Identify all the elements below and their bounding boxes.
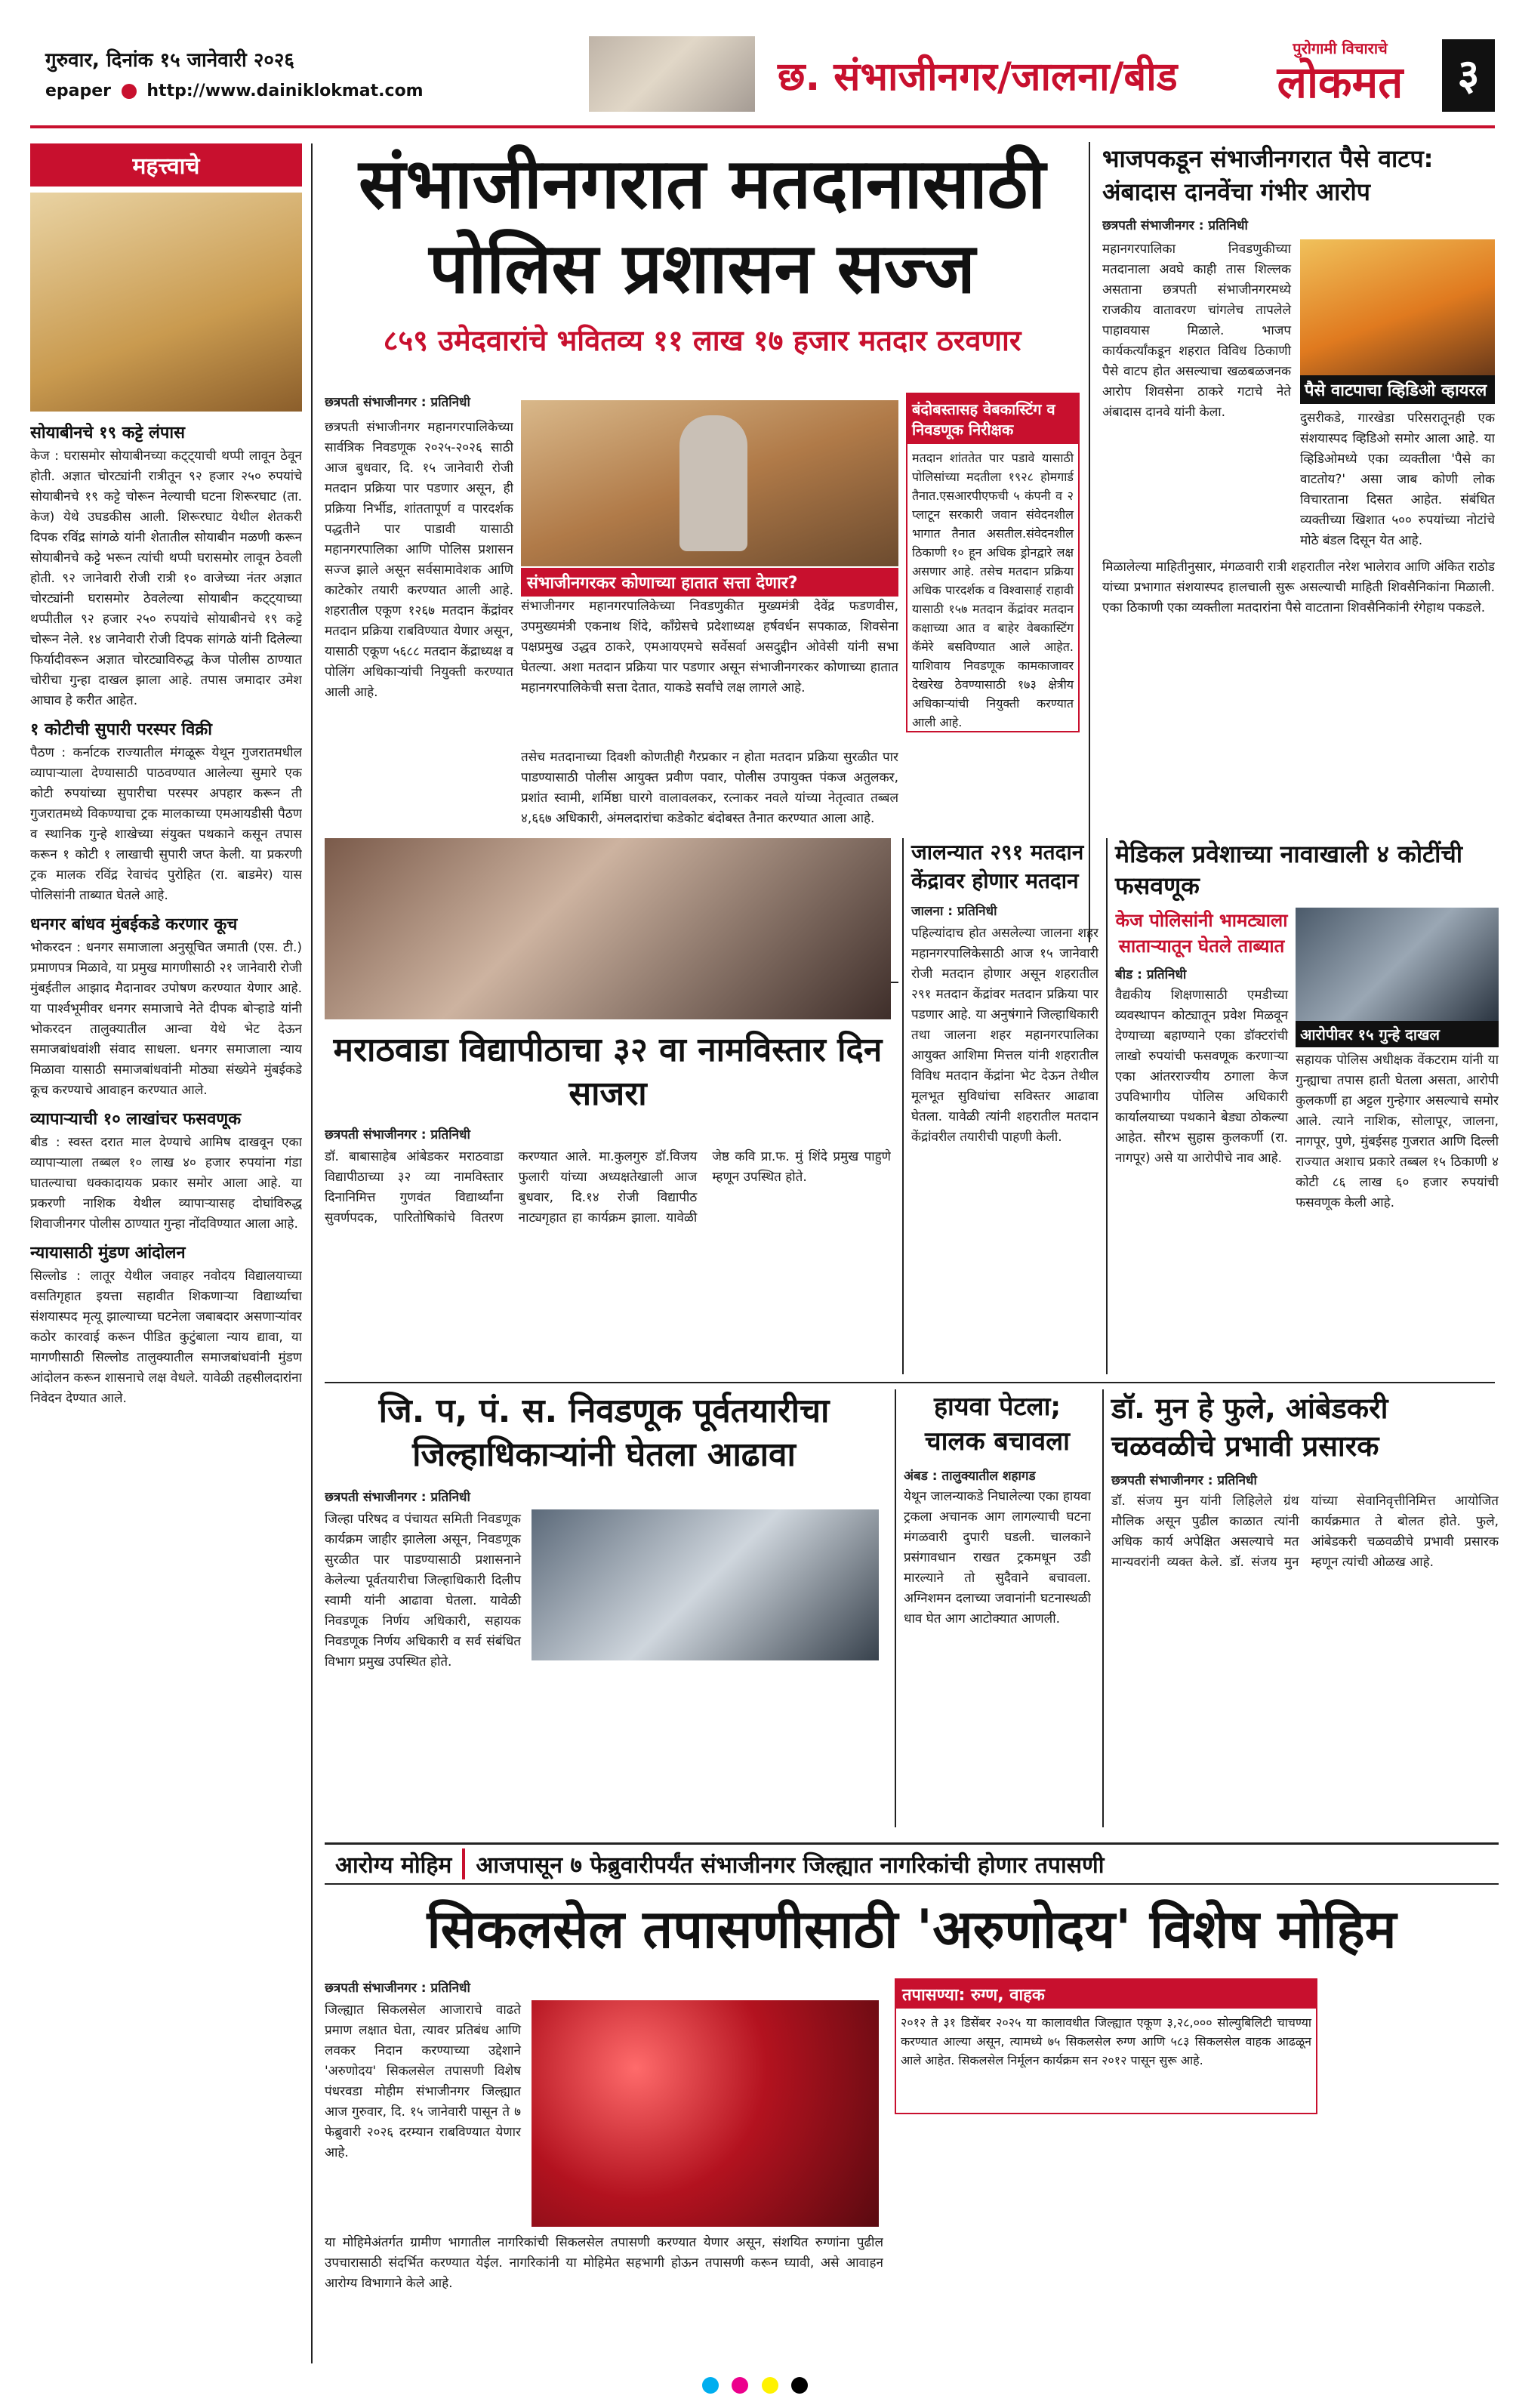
main-byline: छत्रपती संभाजीनगर : प्रतिनिधी bbox=[325, 395, 470, 410]
grain-photo bbox=[30, 193, 302, 412]
cyan-registration-dot bbox=[702, 2377, 719, 2394]
medical-story bbox=[1106, 838, 1499, 1374]
haywa-body: येथून जालन्याकडे निघालेल्या एका हायवा ट्रकला अचानक आग लागल्याची घटना मंगळवारी दुपारी घडली. चालकाने प्रसंगावधान राखत ट्रकमधून उडी मारल्याने तो सुदैवाने बचावला. अग्निशमन दलाच्या जवानांनी घटनास्थळी धाव घेत आग आटोक्यात आणली. bbox=[904, 1489, 1091, 1626]
globe-icon bbox=[122, 84, 137, 99]
main-body-1: छत्रपती संभाजीनगर महानगरपालिकेच्या सार्वत्रिक निवडणूक २०२५-२०२६ साठी आज बुधवार, दि. १५ जानेवारी रोजी मतदान प्रक्रिया पार पडणार असून, ही प्रक्रिया निर्भीड, शांततापूर्ण व पारदर्शक पद्धतीने पार पाडावी यासाठी महानगरपालिका आणि पोलिस प्रशासन सज्ज झाले असून सर्वसामावेशक आणि काटेकोर तयारी करण्यात आली आहे. शहरातील एकूण १२६७ मतदान केंद्रांवर मतदान प्रक्रिया राबविण्यात येणार असून, यासाठी एकूण ५६८८ मतदान केंद्राध्यक्ष व पोलिंग अधिकाऱ्यांची नियुक्ती करण्यात आली आहे. bbox=[325, 420, 513, 700]
right-story-1-body-3: दुसरीकडे, गारखेडा परिसरातूनही एक संशयास्पद व्हिडिओ समोर आला आहे. या व्हिडिओमध्ये एका व्यक्तीला 'पैसे का वाटतोय?' असा जाब कोणी लोक विचारताना दिसत आहेत. संबंधित व्यक्तीच्या खिशात ५०० रुपयांच्या नोटांचे मोठे बंडल दिसून येत आहे. bbox=[1300, 411, 1495, 548]
epaper-url[interactable]: http://www.dainiklokmat.com bbox=[146, 82, 424, 100]
phule-headline-line2: चळवळीचे प्रभावी प्रसारक bbox=[1111, 1429, 1379, 1463]
sidebar-item-title: व्यापाऱ्याची १० लाखांचर फसवणूक bbox=[30, 1110, 242, 1129]
sickle-stat-box bbox=[895, 1978, 1317, 2114]
hand-voting-icon bbox=[679, 415, 747, 551]
sidebar-item bbox=[30, 912, 302, 1101]
accused-photo bbox=[1296, 908, 1499, 1021]
sidebar-item-title: १ कोटीची सुपारी परस्पर विक्री bbox=[30, 720, 212, 739]
yellow-registration-dot bbox=[762, 2377, 778, 2394]
main-body-2: तसेच मतदानाच्या दिवशी कोणतीही गैरप्रकार न होता मतदान प्रक्रिया सुरळीत पार पाडण्यासाठी पोलीस आयुक्त प्रवीण पवार, पोलीस उपायुक्त पंकज अतुलकर, प्रशांत स्वामी, शर्मिष्ठा घारगे वालावलकर, रत्नाकर नवले यांच्या नेतृत्वात तब्बल ४,६६७ अधिकारी, अंमलदारांचा कडेकोट बंदोबस्त तैनात करण्यात आला आहे. bbox=[521, 750, 898, 826]
zp-byline: छत्रपती संभाजीनगर : प्रतिनिधी bbox=[325, 1490, 470, 1505]
health-banner-text: आजपासून ७ फेब्रुवारीपर्यंत संभाजीनगर जिल्ह्यात नागरिकांची होणार तपासणी bbox=[462, 1848, 1114, 1879]
main-deck: ८५९ उमेदवारांचे भवितव्य ११ लाख १७ हजार मतदार ठरवणार bbox=[383, 324, 1021, 357]
zp-story bbox=[325, 1488, 883, 1827]
epaper-label: epaper bbox=[45, 82, 112, 100]
health-banner-label: आरोग्य मोहिम bbox=[335, 1852, 452, 1879]
zp-headline bbox=[325, 1389, 883, 1477]
right-story-1 bbox=[1102, 142, 1495, 942]
sidebar-item-title: न्यायासाठी मुंडण आंदोलन bbox=[30, 1244, 186, 1263]
row3-rule bbox=[325, 1382, 1495, 1383]
brand-logo: लोकमत bbox=[1277, 57, 1404, 108]
right-story-1-byline: छत्रपती संभाजीनगर : प्रतिनिधी bbox=[1102, 218, 1248, 233]
marathwada-headline: मराठवाडा विद्यापीठाचा ३२ वा नामविस्तार दिन साजरा bbox=[333, 1031, 883, 1113]
medical-byline: बीड : प्रतिनिधी bbox=[1115, 967, 1187, 982]
brand-block bbox=[1246, 38, 1434, 113]
medical-caption-text: सहायक पोलिस अधीक्षक वेंकटराम यांनी या गुन्ह्याचा तपास हाती घेतला असता, आरोपी कुलकर्णी हा अट्टल गुन्हेगार असल्याचे समोर आले. त्याने नाशिक, सोलापूर, जालना, नागपूर, पुणे, मुंबईसह गुजरात आणि दिल्ली राज्यात अशाच प्रकारे तब्बल १५ ठिकाणी ४ कोटी ८६ लाख ६० हजार रुपयांची फसवणूक केली आहे. bbox=[1296, 1053, 1499, 1210]
main-headline-line2: पोलिस प्रशासन सज्ज bbox=[429, 228, 975, 309]
right-story-1-body: महानगरपालिका निवडणुकीच्या मतदानाला अवघे काही तास शिल्लक असताना छत्रपती संभाजीनगरमध्ये राजकीय वातावरण चांगलेच तापलेले पाहावयास मिळाले. भाजप कार्यकर्त्यांकडून शहरात विविध ठिकाणी पैसे वाटप होत असल्याचा खळबळजनक आरोप शिवसेना ठाकरे गटाचे नेते अंबादास दानवे यांनी केला. bbox=[1102, 242, 1291, 420]
sidebar-item-title: धनगर बांधव मुंबईकडे करणार कूच bbox=[30, 915, 238, 934]
sickle-headline: सिकलसेल तपासणीसाठी 'अरुणोदय' विशेष मोहिम bbox=[427, 1898, 1397, 1960]
election-photo bbox=[521, 400, 898, 566]
sickle-byline: छत्रपती संभाजीनगर : प्रतिनिधी bbox=[325, 1981, 470, 1996]
medical-kicker: केज पोलिसांनी भामट्याला साताऱ्यातून घेतले ताब्यात bbox=[1115, 910, 1288, 957]
webcasting-body: मतदान शांततेत पार पडावे यासाठी पोलिसांच्या मदतीला १९२८ होमगार्ड तैनात.एसआरपीएफची ५ कंपनी व २ प्लाटून सरकारी जवान संवेदनशील भागात तैनात असतील.संवेदनशील ठिकाणी १० हून अधिक ड्रोनद्वारे लक्ष असणार आहे. तसेच मतदान प्रक्रिया अधिक पारदर्शक व विश्वासार्ह राहावी यासाठी १५७ मतदान केंद्रांवर मतदान कक्षाच्या आत व बाहेर वेबकास्टिंग कॅमेरे बसविण्यात आले आहेत. याशिवाय निवडणूक कामकाजावर देखरेख ठेवण्यासाठी १७३ क्षेत्रीय अधिकाऱ्यांची नियुक्ती करण्यात आली आहे. bbox=[912, 451, 1074, 729]
phule-story bbox=[1102, 1389, 1499, 1827]
right-story-1-body-2: मिळालेल्या माहितीनुसार, मंगळवारी रात्री शहरातील नरेश भालेराव आणि अंकित राठोड यांच्या प्रभागात संशयास्पद हालचाली सुरू असल्याची माहिती शिवसैनिकांना मिळाली. एका ठिकाणी एका व्यक्तीला मतदारांना पैसे वाटताना शिवसैनिकांनी रंगेहाथ पकडले. bbox=[1102, 560, 1495, 615]
sidebar-item-body: केज : घरासमोर सोयाबीनच्या कट्ट्याची थप्पी लावून ठेवून होती. अज्ञात चोरट्यांनी रात्रीतून ९२ हजार २५० रुपयांचे सोयाबीनचे १९ कट्टे चोरून नेल्याची घटना शिरूरघाट (ता. केज) येथे उघडकीस आली. शिरूरघाट येथील शेतकरी दिपक रविंद्र सांगळे यांनी शेतातील सोयाबीन मळणी करून सोयाबीनचे कट्टे भरून त्यांची थप्पी घरासमोर लावून ठेवली होती. ९२ जानेवारी रोजी रात्री १० वाजेच्या नंतर अज्ञात चोरट्यांनी घरासमोर ठेवलेल्या सोयाबीन कट्ट्याच्या थप्पीतील ९२ हजार २५० रुपयांचे सोयाबीनचे १९ कट्टे चोरून नेले. १४ जानेवारी रोजी दिपक सांगळे यांनी दिलेल्या फिर्यादीवरून अज्ञात चोरट्याविरुद्ध केज पोलीस ठाण्यात चोरीचा गुन्हा दाखल झाला आहे. तपास जमादार उमेश आघाव हे करीत आहेत. bbox=[30, 449, 302, 708]
politician-photo-caption: पैसे वाटपाचा व्हिडिओ व्हायरल bbox=[1300, 375, 1495, 404]
right-column-divider bbox=[1089, 142, 1090, 942]
zp-headline-line2: जिल्हाधिकाऱ्यांनी घेतला आढावा bbox=[412, 1435, 796, 1474]
sidebar-item bbox=[30, 1107, 302, 1235]
marathwada-story bbox=[325, 1125, 891, 1374]
election-photo-caption: संभाजीनगरकर कोणाच्या हातात सत्ता देणार? bbox=[521, 568, 898, 597]
sickle-body-2: या मोहिमेअंतर्गत ग्रामीण भागातील नागरिकांची सिकलसेल तपासणी करण्यात येणार असून, संशयित रुग्णांना पुढील उपचारासाठी संदर्भित करण्यात येईल. नागरिकांनी या मोहिमेत सहभागी होऊन तपासणी करून घ्यावी, असे आवाहन आरोग्य विभागाने केले आहे. bbox=[325, 2235, 883, 2291]
sidebar-item-title: सोयाबीनचे १९ कट्टे लंपास bbox=[30, 424, 185, 442]
main-headline bbox=[325, 142, 1080, 311]
medical-body: वैद्यकीय शिक्षणासाठी एमडीच्या व्यवस्थापन कोट्यातून प्रवेश मिळवून देण्याच्या बहाण्याने एका डॉक्टरांची लाखो रुपयांची फसवणूक करणाऱ्या एका आंतरराज्यीय ठगाला केज उपविभागीय पोलिस अधिकारी कार्यालयाच्या पथकाने बेड्या ठोकल्या आहेत. सौरभ सुहास कुलकर्णी (रा. नागपूर) असे या आरोपीचे नाव आहे. bbox=[1115, 988, 1289, 1166]
sickle-story bbox=[325, 1978, 883, 2356]
sidebar-item-body: भोकरदन : धनगर समाजाला अनुसूचित जमाती (एस. टी.) प्रमाणपत्र मिळावे, या प्रमुख मागणीसाठी २१ जानेवारी रोजी मुंबईतील आझाद मैदानावर उपोषण करण्यात येणार आहे. या पार्श्वभूमीवर धनगर समाजाचे नेते दीपक बोऱ्हाडे यांनी भोकरदन तालुक्यातील आन्वा येथे भेट देऊन समाजबांधवांशी संवाद साधला. धनगर समाजाला न्याय मिळावा यासाठी समाजबांधवांनी मोठ्या संख्येने मुंबईकडे कूच करण्याचे आवाहन करण्यात आले. bbox=[30, 940, 302, 1098]
sidebar-item bbox=[30, 421, 302, 711]
registration-marks bbox=[113, 2377, 1397, 2397]
sidebar-item-body: बीड : स्वस्त दरात माल देण्याचे आमिष दाखवून एका व्यापाऱ्याला तब्बल १० लाख ४० हजार रुपयांना गंडा घातल्याचा धक्कादायक प्रकार समोर आला आहे. या प्रकरणी नाशिक येथील व्यापाऱ्यासह दोघांविरुद्ध शिवाजीनगर पोलीस ठाण्यात गुन्हा नोंदविण्यात आला आहे. bbox=[30, 1135, 302, 1232]
zp-headline-line1: जि. प, पं. स. निवडणूक पूर्वतयारीचा bbox=[378, 1392, 830, 1430]
date-line: गुरुवार, दिनांक १५ जानेवारी २०२६ bbox=[45, 49, 294, 72]
phule-headline-line1: डॉ. मुन हे फुले, आंबेडकरी bbox=[1111, 1392, 1388, 1425]
accused-photo-caption: आरोपीवर १५ गुन्हे दाखल bbox=[1296, 1021, 1499, 1047]
webcasting-box bbox=[906, 393, 1080, 732]
haywa-headline: हायवा पेटला; चालक बचावला bbox=[925, 1392, 1070, 1457]
webcasting-headline: बंदोबस्तासह वेबकास्टिंग व निवडणूक निरीक्षक bbox=[907, 394, 1078, 444]
jalna-headline: जालन्यात २९१ मतदान केंद्रावर होणार मतदान bbox=[911, 840, 1084, 893]
marathwada-photo bbox=[325, 838, 891, 1019]
phule-body: डॉ. संजय मुन यांनी लिहिलेले ग्रंथ मौलिक असून पुढील काळात त्यांनी अधिक कार्य अपेक्षित असल्याचे मत मान्यवरांनी व्यक्त केले. डॉ. संजय मुन यांच्या सेवानिवृत्तीनिमित्त आयोजित कार्यक्रमात ते बोलत होते. फुले, आंबेडकरी चळवळीचे प्रभावी प्रसारक म्हणून त्यांची ओळख आहे. bbox=[1111, 1494, 1499, 1570]
medical-headline: मेडिकल प्रवेशाच्या नावाखाली ४ कोटींची फसवणूक bbox=[1115, 840, 1463, 900]
black-registration-dot bbox=[791, 2377, 808, 2394]
jalna-story bbox=[902, 838, 1098, 1374]
page-number: ३ bbox=[1442, 39, 1495, 112]
masthead bbox=[0, 0, 1516, 130]
jalna-byline: जालना : प्रतिनिधी bbox=[911, 904, 997, 919]
haywa-byline: अंबड : तालुक्यातील शहागड bbox=[904, 1469, 1036, 1484]
sickle-stat-text: २०१२ ते ३१ डिसेंबर २०२५ या कालावधीत जिल्ह्यात एकूण ३,२८,००० सोल्युबिलिटी चाचण्या करण्यात आल्या असून, त्यामध्ये ७५ सिकलसेल रुग्ण आणि ५८३ सिकलसेल वाहक आढळून आले आहेत. सिकलसेल निर्मूलन कार्यक्रम सन २०१२ पासून सुरू आहे. bbox=[901, 2015, 1311, 2067]
sidebar-item-body: सिल्लोड : लातूर येथील जवाहर नवोदय विद्यालयाच्या वसतिगृहात इयत्ता सहावीत शिकणाऱ्या विद्यार्थ्याचा संशयास्पद मृत्यू झाल्याच्या घटनेला जबाबदार असणाऱ्यांवर कठोर कारवाई करून पीडित कुटुंबाला न्याय द्यावा, या मागणीसाठी सिल्लोड तालुक्यातील समाजबांधवांनी मुंडण आंदोलन करून शासनाचे लक्ष वेधले. यावेळी तहसीलदारांना निवेदन देण्यात आले. bbox=[30, 1269, 302, 1406]
sidebar-item bbox=[30, 717, 302, 906]
sidebar-title: महत्त्वाचे bbox=[30, 143, 302, 187]
right-story-1-headline: भाजपकडून संभाजीनगरात पैसे वाटप: अंबादास दानवेंचा गंभीर आरोप bbox=[1102, 144, 1434, 206]
magenta-registration-dot bbox=[732, 2377, 748, 2394]
marathwada-byline: छत्रपती संभाजीनगर : प्रतिनिधी bbox=[325, 1127, 470, 1142]
phule-byline: छत्रपती संभाजीनगर : प्रतिनिधी bbox=[1111, 1473, 1257, 1488]
main-headline-line1: संभाजीनगरात मतदानासाठी bbox=[359, 143, 1046, 224]
brand-tagline: पुरोगामी विचाराचे bbox=[1293, 39, 1388, 57]
sidebar-item bbox=[30, 1241, 302, 1409]
sickle-stat-title: तपासण्या: रुग्ण, वाहक bbox=[896, 1980, 1316, 2009]
jalna-body: पहिल्यांदाच होत असलेल्या जालना शहर महानगरपालिकेसाठी आज १५ जानेवारी रोजी मतदान होणार असून शहरातील २९१ मतदान केंद्रांवर मतदान प्रक्रिया पार पडणार आहे. या अनुषंगाने जिल्हाधिकारी तथा जालना शहर महानगरपालिका आयुक्त आशिमा मित्तल यांनी शहरातील विविध मतदान केंद्रांना भेट देऊन तेथील मूलभूत सुविधांचा सविस्तर आढावा घेतला. यावेळी त्यांनी शहरातील मतदान केंद्रांवरील तयारीची पाहणी केली. bbox=[911, 926, 1098, 1145]
sickle-body-1: जिल्ह्यात सिकलसेल आजाराचे वाढते प्रमाण लक्षात घेता, त्यावर प्रतिबंध आणि लवकर निदान करण्याच्या उद्देशाने 'अरुणोदय' सिकलसेल तपासणी विशेष पंधरवडा मोहीम संभाजीनगर जिल्ह्यात आज गुरुवार, दि. १५ जानेवारी पासून ते ७ फेब्रुवारी २०२६ दरम्यान राबविण्यात येणार आहे. bbox=[325, 2003, 521, 2160]
sidebar-divider bbox=[311, 143, 313, 2363]
sidebar bbox=[30, 143, 302, 2363]
masthead-rule bbox=[30, 125, 1495, 128]
politician-photo bbox=[1300, 239, 1495, 375]
haywa-story bbox=[895, 1389, 1091, 1827]
blood-cells-photo bbox=[532, 2000, 879, 2227]
epaper-line bbox=[45, 82, 424, 100]
edition-title: छ. संभाजीनगर/जालना/बीड bbox=[778, 54, 1178, 100]
collector-meeting-photo bbox=[532, 1509, 879, 1660]
health-banner bbox=[325, 1842, 1499, 1885]
zp-body: जिल्हा परिषद व पंचायत समिती निवडणूक कार्यक्रम जाहीर झालेला असून, निवडणूक सुरळीत पार पाडण्यासाठी प्रशासनाने केलेल्या पूर्वतयारीचा जिल्हाधिकारी दिलीप स्वामी यांनी आढावा घेतला. यावेळी निवडणूक निर्णय अधिकारी, सहायक निवडणूक निर्णय अधिकारी व सर्व संबंधित विभाग प्रमुख उपस्थित होते. bbox=[325, 1512, 521, 1670]
city-collage-image bbox=[589, 36, 755, 112]
election-photo-text: संभाजीनगर महानगरपालिकेच्या निवडणुकीत मुख्यमंत्री देवेंद्र फडणवीस, उपमुख्यमंत्री एकनाथ शिंदे, काँग्रेसचे प्रदेशाध्यक्ष हर्षवर्धन सपकाळ, शिवसेना पक्षप्रमुख उद्धव ठाकरे, एमआयएमचे सर्वेसर्वा असदुद्दीन ओवेसी यांनी सभा घेतल्या. अशा मतदान प्रक्रिया पार पडणार असून संभाजीनगरकर कोणाच्या हातात महानगरपालिकेची सत्ता देतात, याकडे सर्वांचे लक्ष लागले आहे. bbox=[521, 599, 898, 695]
sidebar-item-body: पैठण : कर्नाटक राज्यातील मंगळूरू येथून गुजरातमधील व्यापाऱ्याला देण्यासाठी पाठवण्यात आलेल्या सुमारे एक कोटी रुपयांच्या सुपारीचा परस्पर अपहार करून ती गुजरातमध्ये विकण्याचा ट्रक मालकाच्या एमआयडीसी पैठण व स्थानिक गुन्हे शाखेच्या संयुक्त पथकाने कसून तपास करून १ कोटी १ लाखाची सुपारी जप्त केली. या प्रकरणी ट्रक मालक रविंद्र रेवाचंद पुरोहित (रा. बाडमेर) यास पोलिसांनी ताब्यात घेतले आहे. bbox=[30, 745, 302, 903]
marathwada-body: डॉ. बाबासाहेब आंबेडकर मराठवाडा विद्यापीठाच्या ३२ व्या नामविस्तार दिनानिमित्त गुणवंत विद्यार्थ्यांना सुवर्णपदक, पारितोषिकांचे वितरण करण्यात आले. मा.कुलगुरु डॉ.विजय फुलारी यांच्या अध्यक्षतेखाली आज बुधवार, दि.१४ रोजी विद्यापीठ नाट्यगृहात हा कार्यक्रम झाला. यावेळी जेष्ठ कवि प्रा.फ. मुं शिंदे प्रमुख पाहुणे म्हणून उपस्थित होते. bbox=[325, 1149, 891, 1226]
